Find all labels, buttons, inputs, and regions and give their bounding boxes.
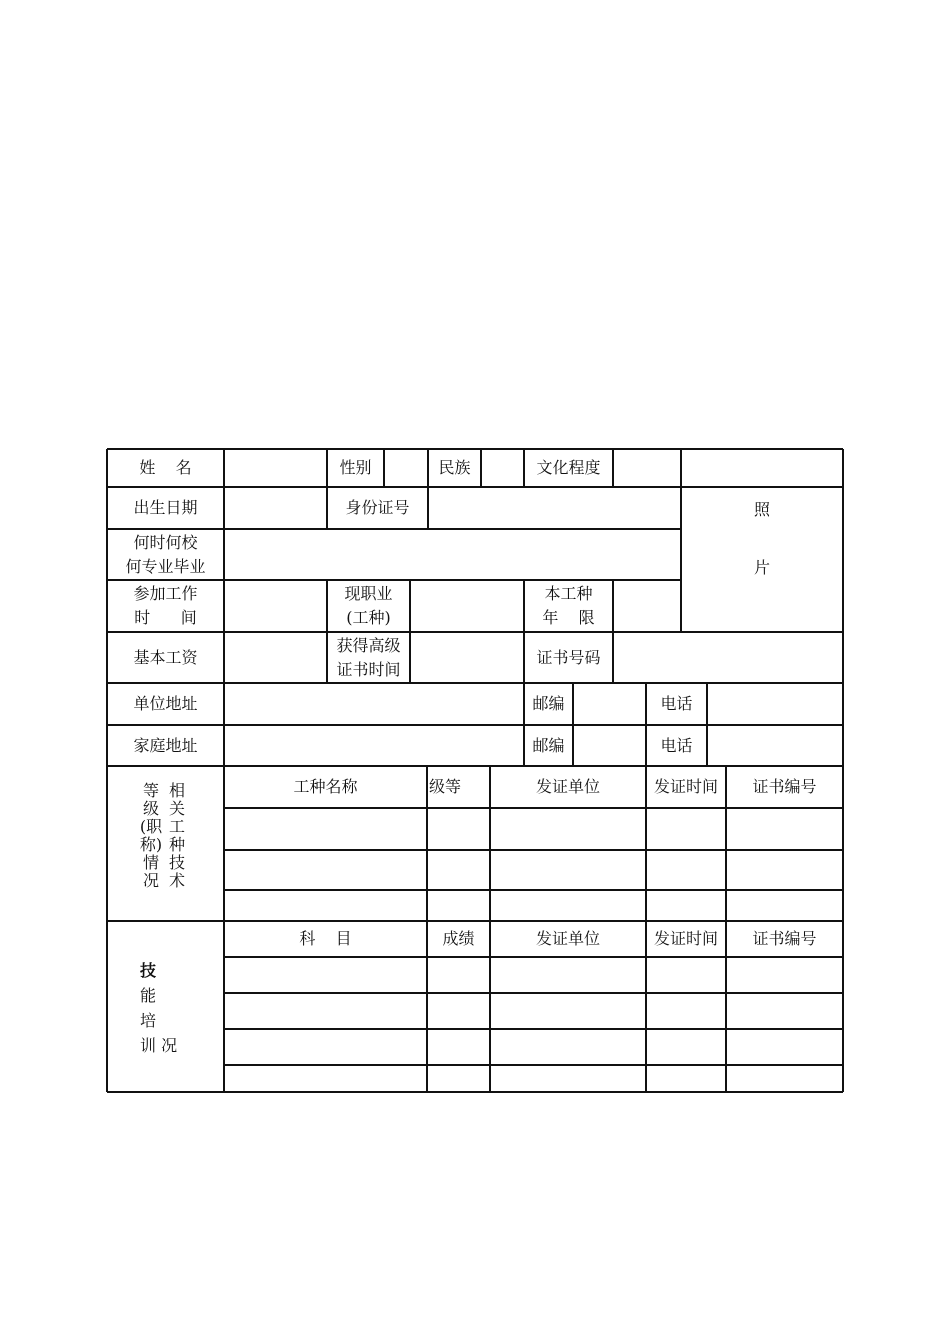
grade-side-col-1-char: 况 xyxy=(142,871,159,890)
grade-side-col-2-char: 工 xyxy=(168,817,185,836)
education-label: 文化程度 xyxy=(536,458,601,477)
table-line xyxy=(224,889,843,891)
grade-cell[interactable] xyxy=(429,892,488,919)
base-salary-label: 基本工资 xyxy=(133,647,198,667)
training-cell[interactable] xyxy=(728,995,841,1027)
training-cell[interactable] xyxy=(728,959,841,991)
grade-cell[interactable] xyxy=(728,810,841,848)
training-side-line: 训 况 xyxy=(140,1036,178,1055)
grade-side-col-1-char: 称) xyxy=(139,835,163,854)
id-number-label: 身份证号 xyxy=(345,498,410,517)
grade-header-1: 工种名称 xyxy=(293,777,358,796)
job-years-field[interactable] xyxy=(615,582,679,630)
id-number-field[interactable] xyxy=(430,489,679,527)
training-cell[interactable] xyxy=(492,1031,644,1063)
training-cell[interactable] xyxy=(648,1067,724,1090)
training-cell[interactable] xyxy=(429,1031,488,1063)
work-postcode-field[interactable] xyxy=(575,685,644,723)
training-header-4: 发证时间 xyxy=(653,929,718,948)
table-line xyxy=(224,1028,843,1030)
work-start-field[interactable] xyxy=(226,582,325,630)
grade-cell[interactable] xyxy=(429,852,488,888)
home-postcode-label: 邮编 xyxy=(532,735,565,755)
training-cell[interactable] xyxy=(728,1031,841,1063)
grade-cell[interactable] xyxy=(648,810,724,848)
training-cell[interactable] xyxy=(226,995,425,1027)
training-cell[interactable] xyxy=(429,1067,488,1090)
gender-label: 性别 xyxy=(339,458,372,477)
training-cell[interactable] xyxy=(226,1067,425,1090)
work-postcode-label: 邮编 xyxy=(532,694,565,713)
ethnicity-field[interactable] xyxy=(483,451,522,485)
ethnicity-label: 民族 xyxy=(438,458,471,477)
training-header-3: 发证单位 xyxy=(535,929,600,948)
grade-cell[interactable] xyxy=(728,892,841,919)
training-cell[interactable] xyxy=(226,1031,425,1063)
home-postcode-field[interactable] xyxy=(575,727,644,764)
cert-time-field[interactable] xyxy=(412,634,522,681)
grade-cell[interactable] xyxy=(492,852,644,888)
name-field[interactable] xyxy=(226,451,325,485)
grade-cell[interactable] xyxy=(728,852,841,888)
training-cell[interactable] xyxy=(429,995,488,1027)
table-line xyxy=(107,1091,843,1093)
training-cell[interactable] xyxy=(492,1067,644,1090)
home-address-label: 家庭地址 xyxy=(133,735,198,755)
home-address-field[interactable] xyxy=(226,727,522,764)
photo-label-2: 片 xyxy=(753,558,770,577)
work-phone-field[interactable] xyxy=(709,685,841,723)
home-phone-label: 电话 xyxy=(660,735,693,755)
training-cell[interactable] xyxy=(648,995,724,1027)
cert-no-field[interactable] xyxy=(615,634,841,681)
training-header-1: 科 目 xyxy=(299,929,352,948)
photo-label-1: 照 xyxy=(753,500,770,519)
grade-cell[interactable] xyxy=(226,810,425,848)
grade-side-col-2 xyxy=(165,782,189,890)
birth-date-label: 出生日期 xyxy=(133,498,198,517)
grade-cell[interactable] xyxy=(429,810,488,848)
work-phone-label: 电话 xyxy=(660,694,693,713)
cert-time-label: 获得高级 证书时间 xyxy=(336,635,401,679)
current-job-field[interactable] xyxy=(412,582,522,630)
grade-side-col-1-char: 级 xyxy=(142,799,159,818)
training-cell[interactable] xyxy=(648,1031,724,1063)
current-job-label: 现职业 (工种) xyxy=(344,584,393,627)
training-cell[interactable] xyxy=(226,959,425,991)
grade-header-3: 发证单位 xyxy=(535,777,600,796)
grade-side-col-2-char: 关 xyxy=(168,799,185,818)
cert-no-label: 证书号码 xyxy=(536,647,601,667)
training-side-label xyxy=(140,958,200,1058)
training-header-5: 证书编号 xyxy=(752,929,817,948)
grade-cell[interactable] xyxy=(648,852,724,888)
education-field[interactable] xyxy=(615,451,679,485)
grade-header-2: 级等 xyxy=(429,777,462,796)
grade-cell[interactable] xyxy=(492,810,644,848)
gender-field[interactable] xyxy=(386,451,426,485)
grade-header-5: 证书编号 xyxy=(752,777,817,796)
table-line xyxy=(680,449,682,632)
grade-header-4: 发证时间 xyxy=(653,777,718,796)
photo-box[interactable] xyxy=(683,451,841,630)
grade-side-col-2-char: 种 xyxy=(168,835,185,854)
training-cell[interactable] xyxy=(492,995,644,1027)
base-salary-field[interactable] xyxy=(226,634,325,681)
grade-cell[interactable] xyxy=(226,852,425,888)
grade-cell[interactable] xyxy=(226,892,425,919)
school-major-field[interactable] xyxy=(226,531,679,578)
work-start-label: 参加工作 时 间 xyxy=(133,584,198,627)
grade-side-col-1-char: (职 xyxy=(139,817,163,836)
table-line xyxy=(224,1064,843,1066)
grade-side-col-2-char: 相 xyxy=(168,781,185,800)
training-side-line: 能 xyxy=(140,986,157,1005)
grade-side-col-1 xyxy=(139,782,163,890)
training-side-line: 技 xyxy=(140,961,157,980)
grade-side-col-2-char: 技 xyxy=(168,853,185,872)
grade-side-col-1-char: 等 xyxy=(142,781,159,800)
home-phone-field[interactable] xyxy=(709,727,841,764)
work-address-field[interactable] xyxy=(226,685,522,723)
grade-cell[interactable] xyxy=(492,892,644,919)
training-header-2: 成绩 xyxy=(442,929,475,948)
grade-side-col-2-char: 术 xyxy=(168,871,185,890)
table-line xyxy=(224,992,843,994)
grade-side-col-1-char: 情 xyxy=(142,853,159,872)
training-cell[interactable] xyxy=(648,959,724,991)
school-major-label: 何时何校 何专业毕业 xyxy=(125,532,206,576)
grade-cell[interactable] xyxy=(648,892,724,919)
training-cell[interactable] xyxy=(429,959,488,991)
birth-date-field[interactable] xyxy=(226,489,325,527)
work-address-label: 单位地址 xyxy=(133,694,198,713)
training-cell[interactable] xyxy=(728,1067,841,1090)
training-side-line: 培 xyxy=(140,1011,157,1030)
name-label: 姓 名 xyxy=(139,458,192,477)
training-cell[interactable] xyxy=(492,959,644,991)
table-line xyxy=(224,849,843,851)
job-years-label: 本工种 年 限 xyxy=(542,584,595,627)
